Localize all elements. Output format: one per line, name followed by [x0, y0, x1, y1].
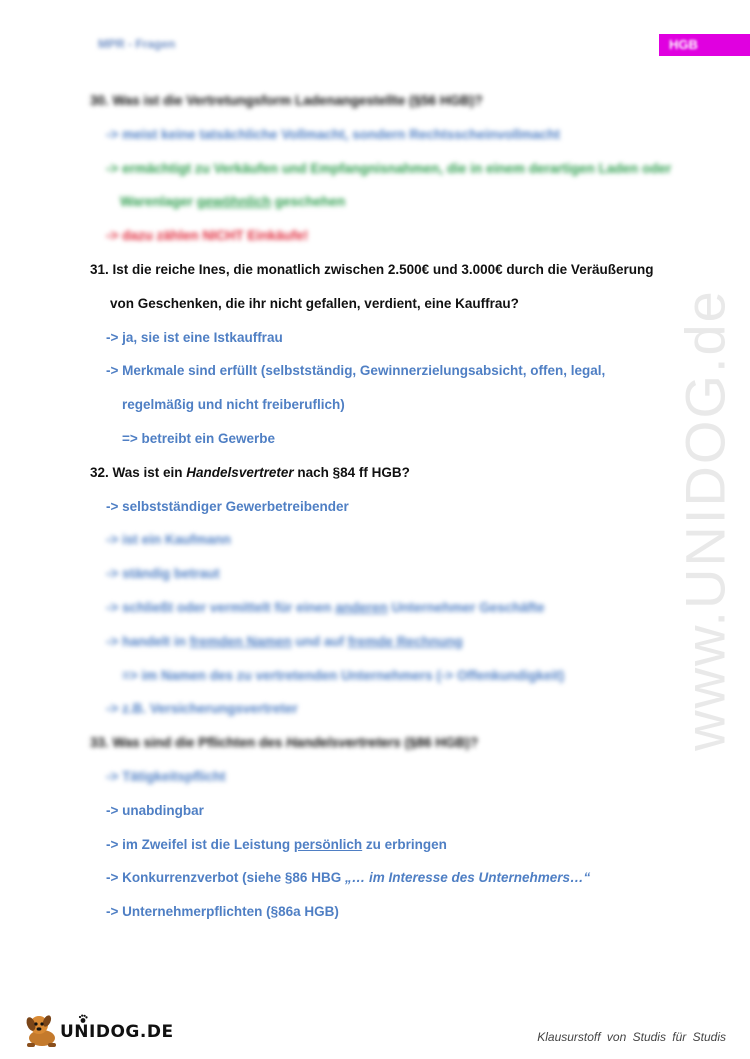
q31-answer-2: -> Merkmale sind erfüllt (selbstständig, Gewinnerzielungsabsicht, offen, legal,: [106, 363, 606, 379]
q32-answer-7: -> z.B. Versicherungsvertreter: [106, 701, 298, 717]
footer-tagline: Klausurstoff von Studis für Studis: [537, 1030, 726, 1044]
q33-answer-3-post: zu erbringen: [362, 836, 447, 852]
q30-answer-3: [90, 192, 700, 226]
dog-mascot-icon: [22, 1010, 62, 1050]
q30-answer-1: -> meist keine tatsächliche Vollmacht, sondern Rechtsscheinvollmacht: [106, 126, 561, 142]
q32-answer-5-mid: und auf: [291, 633, 348, 649]
header-title: MPR - Fragen: [98, 37, 176, 51]
q31-answer-4: => betreibt ein Gewerbe: [122, 430, 276, 446]
q32-answer-5-underline-2: fremde Rechnung: [347, 633, 463, 649]
q33-title-post: (§86 HGB)?: [400, 735, 479, 751]
q30-answer-2: -> ermächtigt zu Verkäufen und Empfangnisnahmen, die in einem derartigen Laden oder: [106, 160, 672, 176]
watermark: www.UNIDOG.de: [673, 289, 737, 751]
q33-answer-5: -> Unternehmerpflichten (§86a HGB): [106, 904, 339, 920]
q32-answer-4: [90, 598, 700, 632]
q32-answer-4-pre: -> schließt oder vermittelt für einen: [106, 599, 336, 615]
q32-answer-4-underline: anderen: [335, 599, 388, 615]
q33-title-pre: 33. Was sind die Pflichten des: [90, 735, 287, 751]
section-badge: [659, 34, 750, 56]
q33-answer-4-pre: -> Konkurrenzverbot (siehe §86 HBG: [106, 870, 345, 886]
q33-answer-1: -> Tätigkeitspflicht: [106, 768, 226, 784]
question-33-title: [90, 733, 700, 767]
question-list: [90, 91, 700, 936]
question-31-title-line-2: von Geschenken, die ihr nicht gefallen, verdient, eine Kauffrau?: [110, 295, 519, 311]
logo-wordmark: UNIDOG.DE: [60, 1022, 174, 1042]
section-badge-label: HGB: [669, 37, 698, 52]
q32-title-post: nach §84 ff HGB?: [293, 464, 410, 480]
q32-answer-5: [90, 632, 700, 666]
q33-title-italic: Handelsvertreters: [286, 735, 401, 751]
question-32-title: [90, 463, 700, 497]
q32-answer-5-underline-1: fremden Namen: [189, 633, 292, 649]
q32-title-pre: 32. Was ist ein: [90, 464, 187, 480]
q33-answer-2: -> unabdingbar: [106, 802, 204, 818]
q33-answer-3-underline: persönlich: [293, 836, 363, 852]
q32-answer-2: -> ist ein Kaufmann: [106, 532, 231, 548]
q32-answer-3: -> ständig betraut: [106, 566, 220, 582]
q32-answer-1: -> selbstständiger Gewerbetreibender: [106, 498, 349, 514]
q33-answer-4-italic: „… im Interesse des Unternehmers…“: [344, 870, 591, 886]
q32-title-italic: Handelsvertreter: [186, 464, 294, 480]
q30-answer-3-post: geschehen: [271, 194, 346, 210]
footer-logo: [22, 1010, 172, 1050]
q33-answer-4: [90, 868, 700, 902]
q32-answer-4-post: Unternehmer Geschäfte: [387, 599, 545, 615]
q31-answer-3: regelmäßig und nicht freiberuflich): [122, 397, 345, 413]
q31-answer-1: -> ja, sie ist eine Istkauffrau: [106, 329, 283, 345]
q32-answer-5-pre: -> handelt in: [106, 633, 190, 649]
q32-answer-6: => im Namen des zu vertretenden Unternehmers (-> Offenkundigkeit): [122, 667, 565, 683]
q30-answer-4: -> dazu zählen NICHT Einkäufe!: [106, 228, 309, 244]
question-30-title: 30. Was ist die Vertretungsform Ladenangestellte (§56 HGB)?: [90, 93, 483, 108]
question-31-title-line-1: 31. Ist die reiche Ines, die monatlich zwischen 2.500€ und 3.000€ durch die Veräußerung: [90, 261, 654, 277]
q30-answer-3-underline: gewöhnlich: [196, 194, 272, 210]
q30-answer-3-pre: Warenlager: [120, 194, 197, 210]
q33-answer-3: [90, 835, 700, 869]
q33-answer-3-pre: -> im Zweifel ist die Leistung: [106, 836, 294, 852]
